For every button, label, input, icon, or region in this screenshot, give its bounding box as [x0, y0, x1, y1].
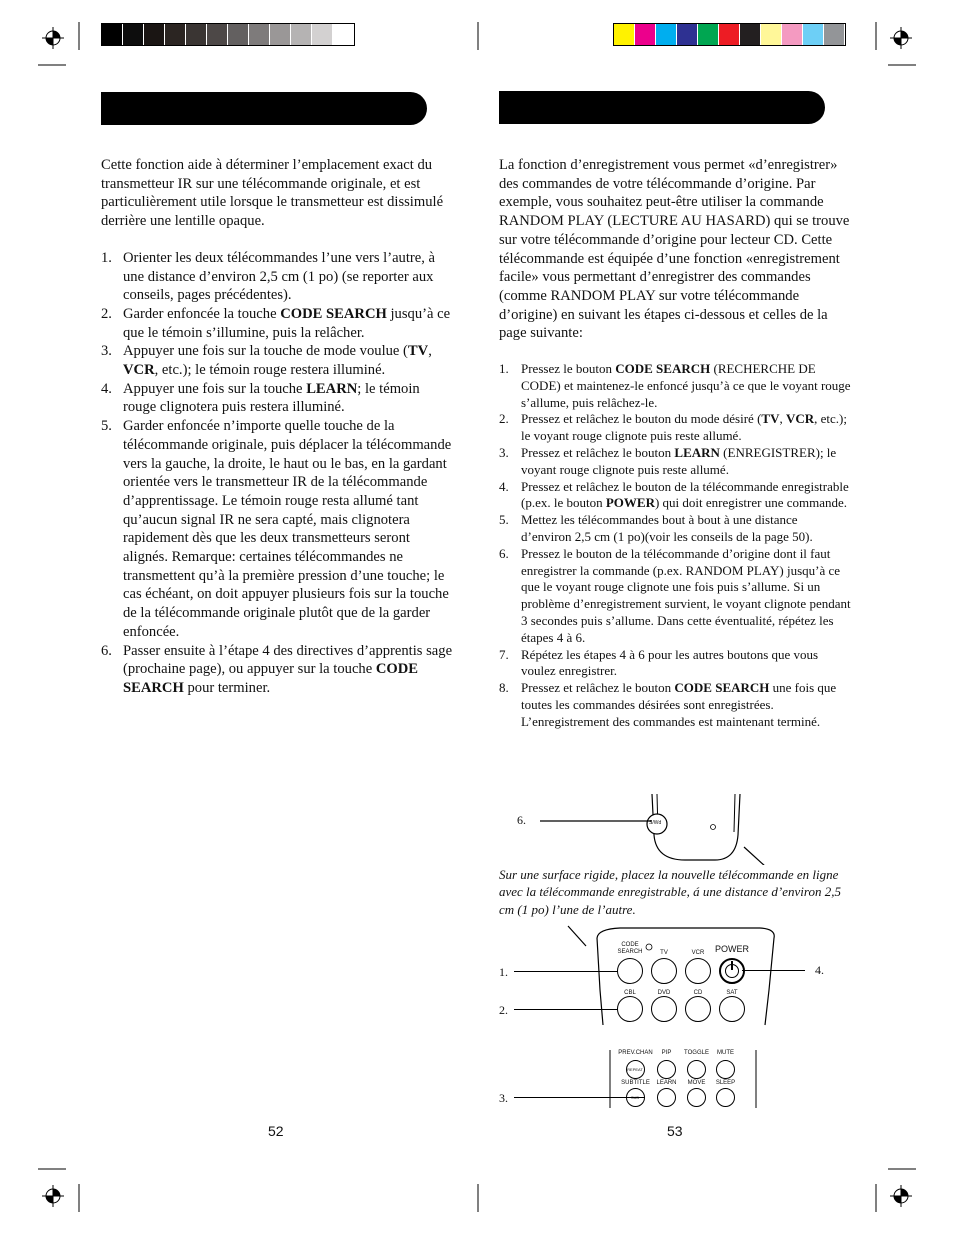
- step-number: 8.: [499, 680, 509, 696]
- process-swatch: [677, 24, 698, 45]
- remote-button-label: TOGGLE: [684, 1050, 709, 1056]
- step-number: 5.: [101, 418, 112, 435]
- step-number: 6.: [101, 642, 112, 659]
- remote-button-label: CD: [693, 990, 703, 996]
- remote-button-label: VCR: [691, 950, 705, 956]
- remote-button-mute: [716, 1060, 735, 1079]
- right-intro: La fonction d’enregistrement vous permet «d’enregistrer» des commandes de votre télécommande d’origine. Par exemple, vous souhaitez peut-être utiliser la commande RANDOM PLAY (LECTURE AU HASARD) qui se trouve sur votre télécommande d’origine pour lecteur CD. Cette télécommande est équipée d’une fonction «enregistrement facile» vous permettant d’enregistrer des commandes (comme RANDOM PLAY sur votre télécommande d’origine) en suivant les étapes ci-dessous et celles de la page suivante:: [499, 157, 850, 342]
- callout-3: 3.: [499, 1091, 508, 1105]
- callout-line-1: [514, 971, 618, 972]
- step-number: 3.: [499, 445, 509, 461]
- gray-swatch: [249, 24, 270, 45]
- gray-swatch: [228, 24, 249, 45]
- step-number: 5.: [499, 512, 509, 528]
- gray-swatch: [207, 24, 228, 45]
- gray-swatch: [144, 24, 165, 45]
- gray-swatch: [270, 24, 291, 45]
- gray-swatch: [312, 24, 333, 45]
- process-swatch: [698, 24, 719, 45]
- remote-button-vcr: [685, 958, 711, 984]
- gray-swatch: [165, 24, 186, 45]
- step-keyword: VCR: [785, 411, 815, 427]
- remote-button-toggle: [687, 1060, 706, 1079]
- step-number: 6.: [499, 545, 509, 561]
- step-text: ; le témoin rouge clignotera puis restera illuminé.: [123, 380, 420, 416]
- process-swatch: [635, 24, 656, 45]
- step-text: une fois que toutes les commandes désirées sont enregistrées. L’enregistrement des commandes est maintenant terminé.: [521, 680, 837, 729]
- step-item: [101, 342, 453, 379]
- process-swatch: [614, 24, 635, 45]
- right-header-bar: [499, 91, 825, 124]
- step-text: ,: [779, 411, 786, 427]
- step-item: [499, 411, 851, 445]
- step-number: 2.: [101, 305, 112, 322]
- process-swatch: [761, 24, 782, 45]
- power-icon-stem: [731, 961, 733, 970]
- step-item: [499, 361, 851, 411]
- gray-swatch: [102, 24, 123, 45]
- step-number: 7.: [499, 646, 509, 662]
- remote-button-label: POWER: [714, 944, 749, 954]
- step-item: [101, 642, 453, 698]
- remote-button-pip: [657, 1060, 676, 1079]
- gray-swatch: [123, 24, 144, 45]
- step-text: Garder enfoncée n’importe quelle touche de la télécommande originale, puis déplacer la télécommande vers la gauche, la droite, le haut ou le bas, en la gardant orientée vers le transmetteur IR de la télécommande d’apprentissage. Le témoin rouge resta allumé tant qu’aucun signal IR ne sera capté, mais clignotera rapidement dès que les deux transmetteurs seront alignés. Remarque: certaines télécommandes ne transmettent qu’à la première pression d’une touche; le cas échéant, on doit appuyer plusieurs fois sur la touche de la télécommande originale plutôt que de la garder enfoncée.: [123, 418, 452, 640]
- left-column: [101, 156, 453, 698]
- step-text: , etc.); le voyant rouge clignote puis reste allumé.: [521, 411, 847, 444]
- step-text: Mettez les télécommandes bout à bout à une distance d’environ 2,5 cm (1 po)(voir les conseils de la page 50).: [521, 512, 813, 544]
- step-item: [101, 305, 453, 342]
- step-text: Répétez les étapes 4 à 6 pour les autres boutons que vous voulez enregistrer.: [521, 646, 819, 679]
- callout-line-3: [514, 1097, 645, 1098]
- remote-button-label: CODE SEARCH: [617, 942, 643, 955]
- callout-6: 6.: [517, 813, 526, 827]
- process-swatch: [803, 24, 824, 45]
- gray-swatch: [291, 24, 312, 45]
- page-number-right: 53: [667, 1123, 683, 1139]
- remote-button-code-search: [617, 958, 643, 984]
- top-button-label: S/Wd: [649, 820, 662, 826]
- step-keyword: VCR: [123, 362, 155, 379]
- step-number: 1.: [499, 361, 509, 377]
- remote-button-label: SLEEP: [715, 1080, 736, 1086]
- step-item: [499, 546, 851, 647]
- step-keyword: TV: [407, 343, 429, 360]
- step-keyword: CODE SEARCH: [280, 305, 387, 322]
- process-swatch: [782, 24, 803, 45]
- remote-button-sleep: [716, 1088, 735, 1107]
- remote-button-label: CBL: [624, 990, 636, 996]
- process-color-bar: [613, 23, 846, 46]
- step-text: Garder enfoncée la touche: [123, 305, 281, 322]
- remote-button-cbl: [617, 996, 643, 1022]
- gray-swatch: [186, 24, 207, 45]
- process-swatch: [719, 24, 740, 45]
- step-text: Pressez le bouton: [521, 361, 616, 377]
- process-swatch: [656, 24, 677, 45]
- remote-button-dvd: [651, 996, 677, 1022]
- step-keyword: CODE SEARCH: [615, 361, 711, 377]
- remote-button-label: TV: [660, 950, 668, 956]
- callout-1: 1.: [499, 965, 508, 979]
- remote-button-label: SUBTITLE: [621, 1080, 650, 1086]
- step-text: pour terminer.: [183, 679, 271, 696]
- step-text: ,: [428, 343, 432, 360]
- remote-button-label: DVD: [657, 990, 671, 996]
- step-number: 3.: [101, 343, 112, 360]
- step-text: Pressez et relâchez le bouton: [521, 445, 675, 461]
- step-number: 4.: [101, 380, 112, 397]
- step-text: Appuyer une fois sur la touche: [123, 380, 307, 397]
- remote-button-label: PIP: [661, 1050, 672, 1056]
- page-number-left: 52: [268, 1123, 284, 1139]
- remote-button-sat: [719, 996, 745, 1022]
- step-keyword: LEARN: [674, 445, 720, 461]
- callout-line-2: [514, 1009, 618, 1010]
- step-text: ) qui doit enregistrer une commande.: [654, 495, 848, 511]
- step-item: [499, 680, 851, 730]
- callout-4: 4.: [815, 963, 824, 977]
- remote-button-label: SAT: [726, 990, 738, 996]
- right-steps-list: [499, 361, 851, 731]
- step-item: [101, 380, 453, 417]
- remote-button-label: MOVE: [687, 1080, 706, 1086]
- right-column: [499, 156, 851, 731]
- step-text: Pressez et relâchez le bouton de la télécommande enregistrable (p.ex. le bouton: [521, 478, 849, 511]
- remote-button-cd: [685, 996, 711, 1022]
- diagram-caption: Sur une surface rigide, placez la nouvelle télécommande en ligne avec la télécommande enregistrable, á une distance d’environ 2,5 cm (1 po) l’une de l’autre.: [499, 867, 841, 917]
- step-item: [499, 512, 851, 546]
- remote-button-move: [687, 1088, 706, 1107]
- remote-button-label: PREV.CHAN: [618, 1050, 653, 1056]
- remote-button-learn: [657, 1088, 676, 1107]
- step-item: [101, 249, 453, 305]
- process-swatch: [740, 24, 761, 45]
- step-item: [499, 647, 851, 681]
- step-text: , etc.); le témoin rouge restera illuminé.: [154, 362, 386, 379]
- step-text: Pressez et relâchez le bouton: [521, 680, 675, 696]
- step-text: Orienter les deux télécommandes l’une vers l’autre, à une distance d’environ 2,5 cm (1 po) (se reporter aux conseils, pages précédentes).: [123, 249, 436, 304]
- step-text: (RECHERCHE DE CODE) et maintenez-le enfoncé jusqu’à ce que le voyant rouge s’allume, puis relâchez-le.: [521, 361, 851, 410]
- step-item: [499, 479, 851, 513]
- grayscale-color-bar: [101, 23, 355, 46]
- step-keyword: POWER: [605, 495, 655, 511]
- remote-button-label: LEARN: [656, 1080, 677, 1086]
- step-item: [101, 417, 453, 641]
- step-item: [499, 445, 851, 479]
- step-text: Passer ensuite à l’étape 4 des directives d’apprentis sage (prochaine page), ou appuyer sur la touche: [123, 642, 453, 678]
- left-steps-list: [101, 249, 453, 698]
- remote-button-label: MUTE: [717, 1050, 734, 1056]
- step-text: Pressez le bouton de la télécommande d’origine dont il faut enregistrer la commande (p.ex. RANDOM PLAY) jusqu’à ce que le voyant rouge clignote une fois puis s’allume. Si un problème d’enregistrement survient, le voyant clignote pendant 3 secondes puis s’allume. Dans cette éventualité, répétez les étapes 4 à 6.: [521, 545, 851, 645]
- step-keyword: CODE SEARCH: [674, 680, 770, 696]
- step-text: jusqu’à ce que le témoin s’illumine, puis la relâcher.: [123, 305, 451, 341]
- repeat-label: REPEAT: [627, 1067, 643, 1072]
- step-number: 2.: [499, 411, 509, 427]
- step-keyword: TV: [761, 411, 780, 427]
- step-text: (ENREGISTRER); le voyant rouge clignote puis reste allumé.: [521, 445, 837, 477]
- process-swatch: [824, 24, 845, 45]
- step-text: Pressez et relâchez le bouton du mode désiré (: [521, 411, 762, 427]
- step-keyword: CODE SEARCH: [123, 661, 419, 696]
- step-keyword: LEARN: [306, 380, 358, 397]
- gray-swatch: [333, 24, 354, 45]
- remote-button-tv: [651, 958, 677, 984]
- callout-2: 2.: [499, 1003, 508, 1017]
- callout-line-4: [742, 970, 805, 971]
- step-text: Appuyer une fois sur la touche de mode voulue (: [123, 343, 408, 360]
- left-header-bar: [101, 92, 427, 125]
- step-number: 4.: [499, 478, 509, 494]
- left-intro: Cette fonction aide à déterminer l’emplacement exact du transmetteur IR sur une télécommande originale, et est particulièrement utile lorsque le transmetteur est dissimulé derrière une lentille opaque.: [101, 157, 444, 230]
- original-remote-illustration: [500, 790, 800, 865]
- step-number: 1.: [101, 249, 112, 266]
